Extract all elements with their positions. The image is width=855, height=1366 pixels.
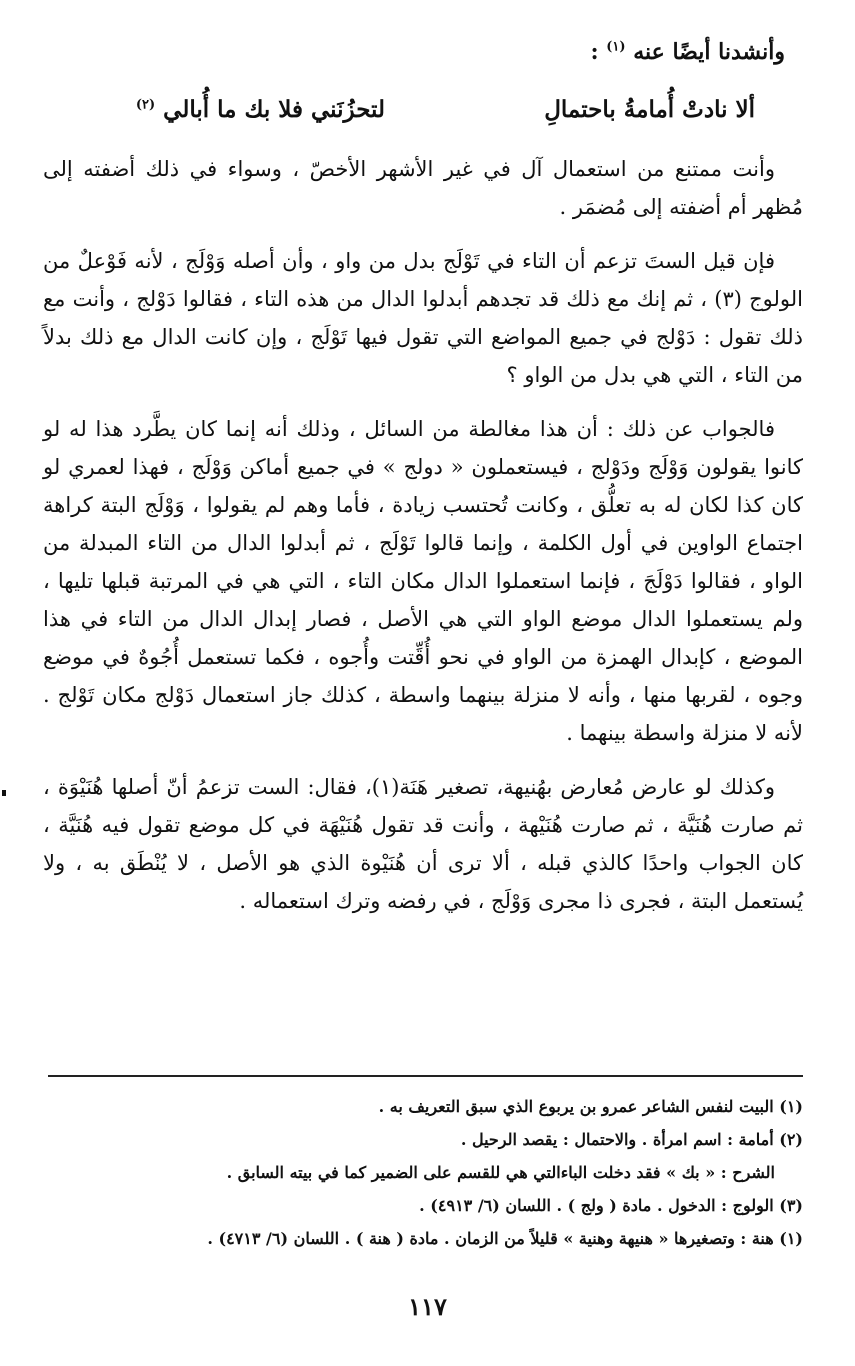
footnote-separator <box>48 1075 803 1077</box>
intro-footnote-ref: (١) <box>606 39 626 55</box>
paragraph: فإن قيل الستَ تزعم أن التاء في تَوْلَج بدل من واو ، وأن أصله وَوْلَج ، لأنه فَوْعلٌ من الولوج (٣) ، ثم إنك مع ذلك قد تجدهم أبدلوا الدال من هذه التاء ، فقالوا دَوْلج ، وأنت مع ذلك تقول : دَوْلج في جميع المواضع التي تقول فيها تَوْلَج ، وإن كانت الدال مع ذلك بدلاً من التاء ، التي هي بدل من الواو ؟ <box>43 249 803 387</box>
intro-colon: : <box>590 39 599 65</box>
footnote: (١) البيت لنفس الشاعر عمرو بن يربوع الذي سبق التعريف به . <box>378 1097 803 1116</box>
verse-second-hemistich <box>136 88 385 132</box>
page-number: ١١٧ <box>408 1292 447 1321</box>
verse-footnote-ref: (٢) <box>135 97 156 113</box>
footnote: (٢) أمامة : اسم امرأة . والاحتمال : يقصد الرحيل . <box>460 1130 803 1149</box>
footnote: (١) هنة : وتصغيرها « هنيهة وهنية » قليلاً من الزمان . مادة ( هنة ) . اللسان (٦/ ٤٧١٣) . <box>207 1229 803 1248</box>
intro-line <box>590 30 785 74</box>
intro-text: وأنشدنا أيضًا عنه <box>633 39 785 65</box>
verse-first-hemistich <box>544 88 755 132</box>
main-text <box>43 150 803 936</box>
footnote: (٣) الولوج : الدخول . مادة ( ولج ) . اللسان (٦/ ٤٩١٣) . <box>419 1196 803 1215</box>
verse-second-text: لتحزُنَني فلا بك ما أُبالي <box>163 96 385 123</box>
paragraph: فالجواب عن ذلك : أن هذا مغالطة من السائل ، وذلك أنه إنما كان يطَّرد هذا له لو كانوا يقولون وَوْلَج ودَوْلج ، فيستعملون « دولج » في جميع أماكن وَوْلَج ، فهذا لعمري لو كان كذا لكان له به تعلُّق ، وكانت تُحتسب زيادة ، فأما وهم لم يقولوا ، وَوْلَج البتة كراهة اجتماع الواوين في أول الكلمة ، وإنما قالوا تَوْلَج ، ثم أبدلوا الدال من التاء المبدلة من الواو ، فقالوا دَوْلَجَ ، فإنما استعملوا الدال مكان التاء ، التي هي في المرتبة قبلها تليها ، ولم يستعملوا الدال موضع الواو التي هي الأصل ، فصار إبدال الدال من التاء في هذا الموضع ، كإبدال الهمزة من الواو في نحو أُقِّتت وأُجوه ، فكما تستعمل أُجُوهٌ في موضع وجوه ، لقربها منها ، وأنه لا منزلة بينهما واسطة ، كذلك جاز استعمال دَوْلج مكان تَوْلج . لأنه لا منزلة واسطة بينهما . <box>43 417 803 745</box>
footnotes <box>48 1090 803 1255</box>
paragraph: وأنت ممتنع من استعمال آل في غير الأشهر الأخصّ ، وسواء في ذلك أضفته إلى مُظهر أم أضفته إلى مُضمَر . <box>43 157 803 219</box>
paragraph: وكذلك لو عارض مُعارض بهُنيهة، تصغير هَنَة(١)، فقال: الست تزعمُ أنّ أصلها هُنَيْوَة ، ثم صارت هُنَيَّة ، ثم صارت هُنَيْهة ، وأنت قد تقول هُنَيْهَة في كل موضع تقول فيه هُنَيَّة ، كان الجواب واحدًا كالذي قبله ، ألا ترى أن هُنَيْوة الذي هو الأصل ، لا يُنْطَق به ، ولا يُستعمل البتة ، فجرى ذا مجرى وَوْلَج ، في رفضه وترك استعماله . <box>43 775 803 913</box>
footnote: الشرح : « بك » فقد دخلت الباءالتي هي للقسم على الضمير كما في بيته السابق . <box>226 1163 775 1182</box>
edge-mark <box>2 790 6 796</box>
verse-first-text: ألا نادتْ أُمامةُ باحتمالِ <box>544 96 755 123</box>
